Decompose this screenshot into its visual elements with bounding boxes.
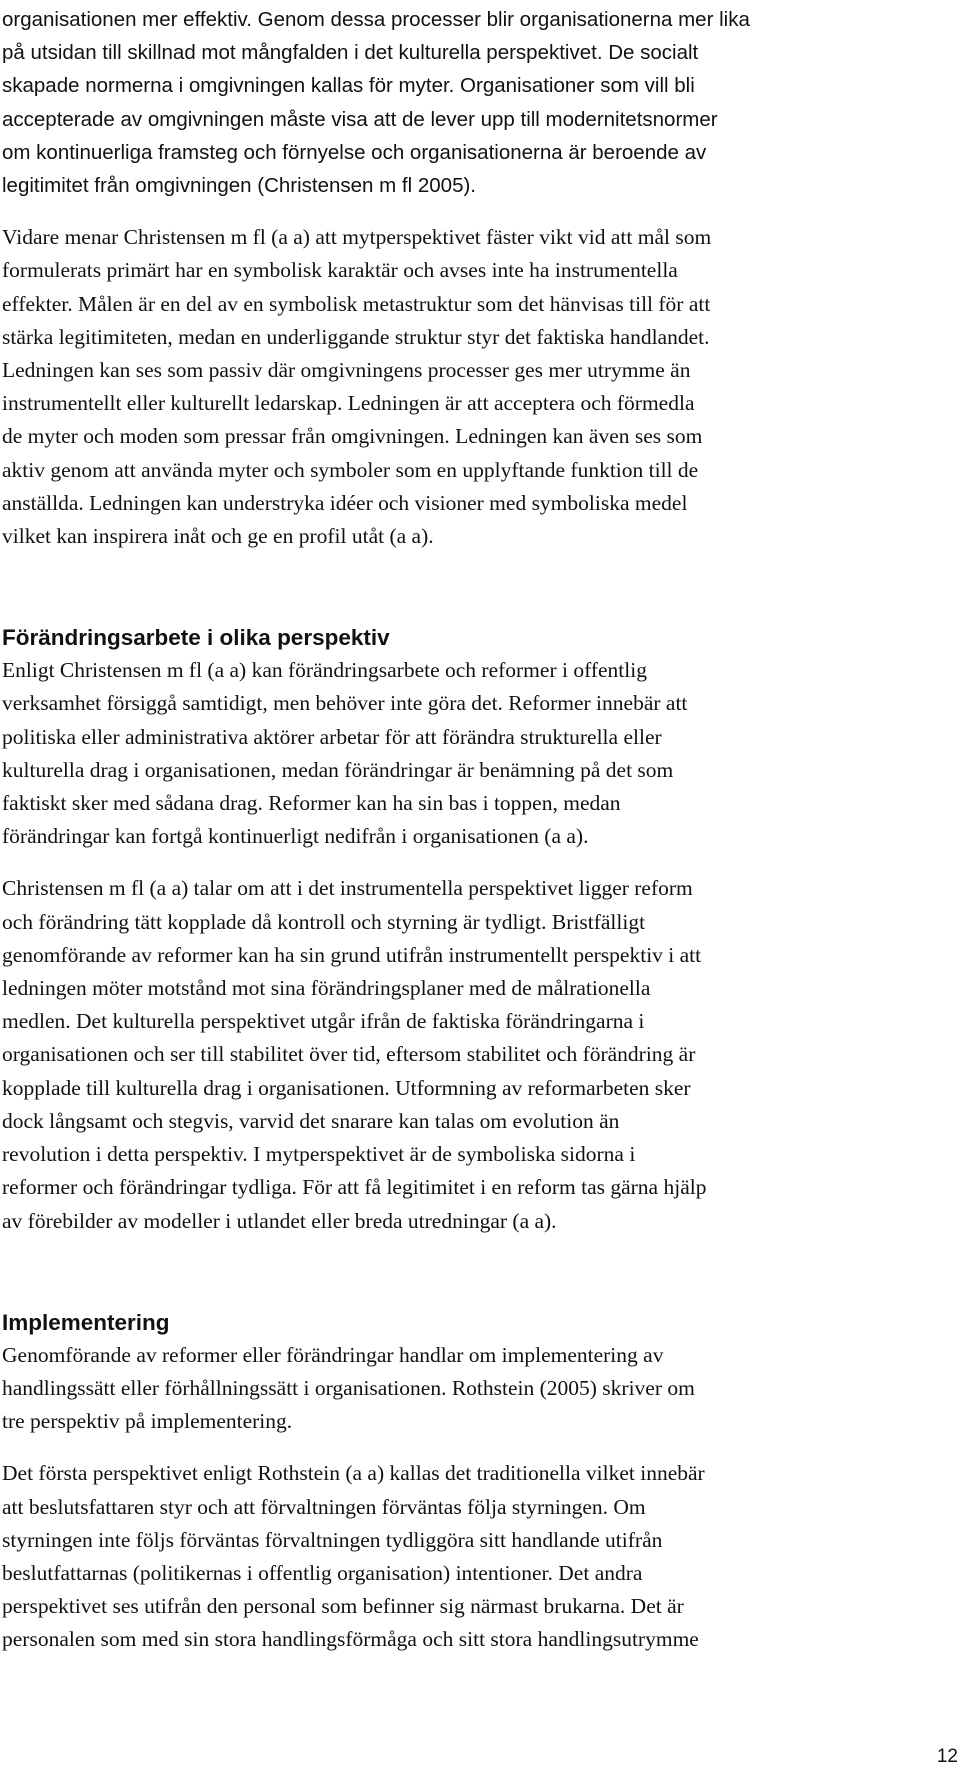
text-line: styrningen inte följs förväntas förvaltningen tydliggöra sitt handlande utifrån bbox=[2, 1527, 663, 1552]
page-number: 12 bbox=[936, 1746, 958, 1767]
text-line: de myter och moden som pressar från omgivningen. Ledningen kan även ses som bbox=[2, 424, 703, 449]
text-line: revolution i detta perspektiv. I mytperspektivet är de symboliska sidorna i bbox=[2, 1142, 636, 1167]
text-line: effekter. Målen är en del av en symbolisk metastruktur som det hänvisas till för att bbox=[2, 291, 711, 316]
text-line: Christensen m fl (a a) talar om att i det instrumentella perspektivet ligger reform bbox=[2, 876, 693, 901]
text-line: kopplade till kulturella drag i organisationen. Utformning av reformarbeten sker bbox=[2, 1075, 691, 1100]
text-line: genomförande av reformer kan ha sin grund utifrån instrumentellt perspektiv i att bbox=[2, 942, 702, 967]
text-line: accepterade av omgivningen måste visa att de lever upp till modernitetsnormer bbox=[2, 107, 718, 131]
text-line: politiska eller administrativa aktörer arbetar för att förändra strukturella eller bbox=[2, 724, 662, 749]
text-line: anställda. Ledningen kan understryka idéer och visioner med symboliska medel bbox=[2, 490, 688, 515]
text-line: legitimitet från omgivningen (Christensen m fl 2005). bbox=[2, 174, 476, 198]
text-line: aktiv genom att använda myter och symboler som en upplyftande funktion till de bbox=[2, 457, 699, 482]
paragraph-perspectives-on-reform bbox=[2, 872, 958, 1237]
text-line: skapade normerna i omgivningen kallas för myter. Organisationer som vill bli bbox=[2, 74, 695, 98]
text-line: formulerats primärt har en symbolisk karaktär och avses inte ha instrumentella bbox=[2, 258, 678, 283]
text-line: organisationen mer effektiv. Genom dessa processer blir organisationerna mer lika bbox=[2, 8, 750, 31]
paragraph-implementation-intro bbox=[2, 1339, 958, 1439]
text-line: av förebilder av modeller i utlandet eller breda utredningar (a a). bbox=[2, 1208, 557, 1233]
text-line: personalen som med sin stora handlingsförmåga och sitt stora handlingsutrymme bbox=[2, 1627, 699, 1652]
text-line: vilket kan inspirera inåt och ge en profil utåt (a a). bbox=[2, 524, 434, 549]
paragraph-implementation-perspectives bbox=[2, 1457, 958, 1656]
text-line: faktiskt sker med sådana drag. Reformer kan ha sin bas i toppen, medan bbox=[2, 791, 621, 816]
text-line: reformer och förändringar tydliga. För att få legitimitet i en reform tas gärna hjälp bbox=[2, 1175, 707, 1200]
text-line: Ledningen kan ses som passiv där omgivningens processer ges mer utrymme än bbox=[2, 358, 691, 383]
document-page bbox=[2, 0, 958, 1657]
text-line: ledningen möter motstånd mot sina förändringsplaner med de målrationella bbox=[2, 976, 651, 1001]
text-line: Genomförande av reformer eller förändringar handlar om implementering av bbox=[2, 1342, 664, 1367]
text-line: verksamhet försiggå samtidigt, men behöver inte göra det. Reformer innebär att bbox=[2, 691, 688, 716]
text-line: beslutfattarnas (politikernas i offentlig organisation) intentioner. Det andra bbox=[2, 1560, 643, 1585]
text-line: stärka legitimiteten, medan en underliggande struktur styr det faktiska handlandet. bbox=[2, 324, 710, 349]
text-line: om kontinuerliga framsteg och förnyelse och organisationerna är beroende av bbox=[2, 140, 707, 164]
paragraph-reforms-and-change bbox=[2, 654, 958, 853]
paragraph-myth-perspective-goals bbox=[2, 221, 958, 553]
text-line: tre perspektiv på implementering. bbox=[2, 1409, 293, 1434]
text-line: Det första perspektivet enligt Rothstein (a a) kallas det traditionella vilket innebär bbox=[2, 1461, 705, 1486]
text-line: handlingssätt eller förhållningssätt i organisationen. Rothstein (2005) skriver om bbox=[2, 1375, 695, 1400]
section-heading-change-work: Förändringsarbete i olika perspektiv bbox=[2, 625, 390, 651]
text-line: förändringar kan fortgå kontinuerligt nedifrån i organisationen (a a). bbox=[2, 824, 589, 849]
text-line: dock långsamt och stegvis, varvid det snarare kan talas om evolution än bbox=[2, 1108, 620, 1133]
text-line: Enligt Christensen m fl (a a) kan förändringsarbete och reformer i offentlig bbox=[2, 658, 647, 683]
text-line: Vidare menar Christensen m fl (a a) att mytperspektivet fäster vikt vid att mål som bbox=[2, 225, 712, 250]
text-line: att beslutsfattaren styr och att förvaltningen förväntas följa styrningen. Om bbox=[2, 1494, 646, 1519]
text-line: och förändring tätt kopplade då kontroll och styrning är tydligt. Bristfälligt bbox=[2, 909, 646, 934]
text-line: organisationen och ser till stabilitet över tid, eftersom stabilitet och förändring är bbox=[2, 1042, 696, 1067]
text-line: medlen. Det kulturella perspektivet utgår ifrån de faktiska förändringarna i bbox=[2, 1009, 645, 1034]
text-line: på utsidan till skillnad mot mångfalden i det kulturella perspektivet. De socialt bbox=[2, 41, 699, 65]
section-heading-implementation: Implementering bbox=[2, 1309, 170, 1335]
text-line: perspektivet ses utifrån den personal som befinner sig närmast brukarna. Det är bbox=[2, 1594, 684, 1619]
text-line: instrumentellt eller kulturellt ledarskap. Ledningen är att acceptera och förmedla bbox=[2, 391, 695, 416]
paragraph-myth-perspective-intro bbox=[2, 3, 958, 202]
text-line: kulturella drag i organisationen, medan förändringar är benämning på det som bbox=[2, 757, 674, 782]
